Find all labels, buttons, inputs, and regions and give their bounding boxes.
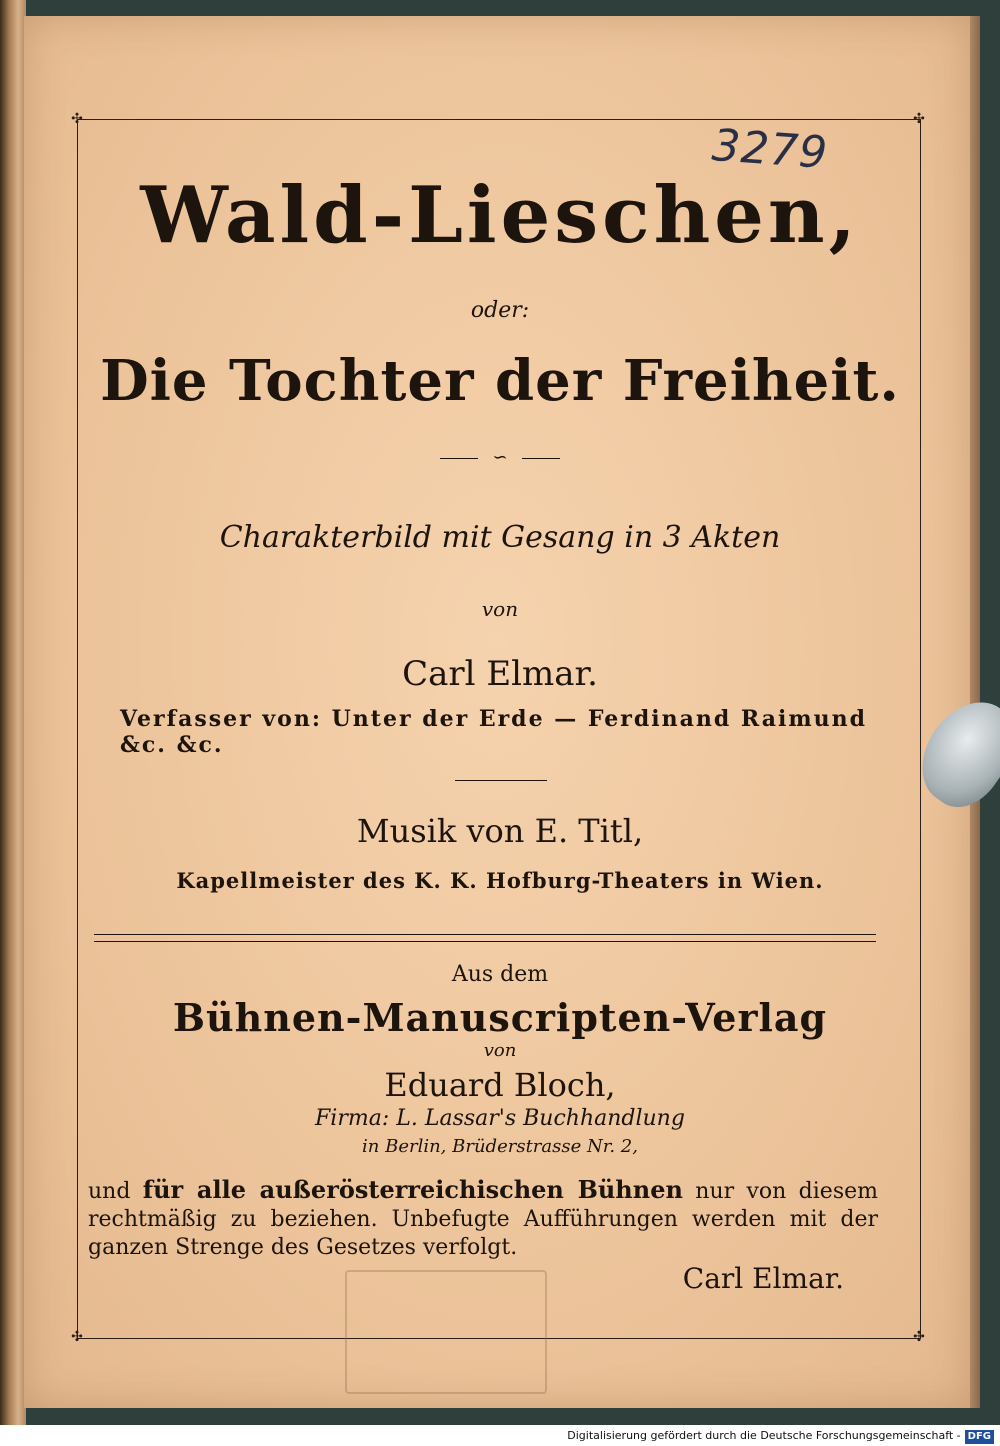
publisher-house: Bühnen-Manuscripten-Verlag (172, 995, 828, 1040)
double-rule-bottom (94, 941, 876, 942)
frame-corner-ornament: ✣ (913, 1329, 925, 1345)
book-spine-edge (0, 0, 26, 1425)
rights-notice (88, 1176, 878, 1262)
notice-emphasis: für alle außerösterreichischen Bühnen (142, 1175, 683, 1204)
frame-corner-ornament: ✣ (71, 111, 83, 127)
faded-library-stamp (345, 1270, 547, 1394)
from-label: Aus dem (451, 962, 549, 987)
other-works: Verfasser von: Unter der Erde — Ferdinand Raimund &c. &c. (120, 706, 867, 758)
notice-rest: nur von diesem rechtmäßig zu beziehen. Unbefugte Aufführungen werden mit der ganzen Strenge des Gesetzes verfolgt. (88, 1179, 878, 1260)
digitization-footer (0, 1425, 1000, 1446)
alternate-title: Die Tochter der Freiheit. (100, 348, 900, 414)
signature: Carl Elmar. (682, 1262, 844, 1295)
genre-line: Charakterbild mit Gesang in 3 Akten (219, 520, 781, 555)
title-connector: oder: (470, 298, 530, 323)
short-rule (455, 780, 547, 781)
frame-corner-ornament: ✣ (913, 111, 925, 127)
publisher-by-label: von (483, 1040, 517, 1061)
ornament-divider: ∽ (440, 448, 560, 468)
music-credit: Musik von E. Titl, (356, 812, 644, 850)
handwritten-shelfmark: 3279 (710, 120, 830, 179)
publisher-firm: Firma: L. Lassar's Buchhandlung (315, 1106, 685, 1131)
by-label: von (481, 597, 519, 621)
main-title: Wald-Lieschen, (140, 170, 860, 261)
double-rule-top (94, 934, 876, 935)
frame-corner-ornament: ✣ (71, 1329, 83, 1345)
footer-text: Digitalisierung gefördert durch die Deutsche Forschungsgemeinschaft - (567, 1429, 961, 1442)
author-name: Carl Elmar. (402, 654, 598, 694)
composer-role: Kapellmeister des K. K. Hofburg-Theaters in Wien. (176, 868, 824, 893)
notice-start: und (88, 1179, 131, 1204)
publisher-name: Eduard Bloch, (384, 1066, 616, 1104)
publisher-address: in Berlin, Brüderstrasse Nr. 2, (362, 1136, 638, 1157)
dfg-logo: DFG (965, 1430, 994, 1444)
